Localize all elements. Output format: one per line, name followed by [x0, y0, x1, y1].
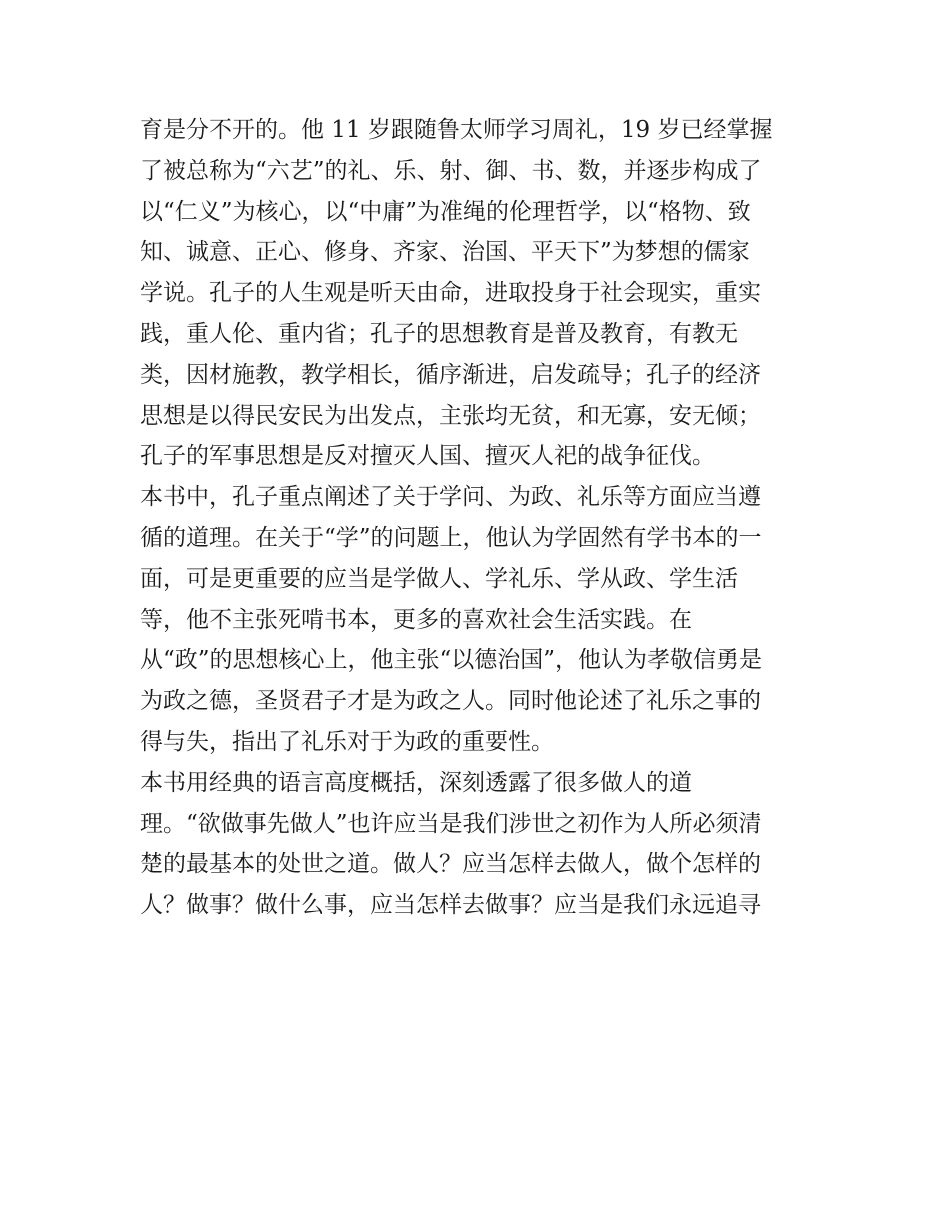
text-line: 以“仁义”为核心，以“中庸”为准绳的伦理哲学，以“格物、致	[140, 198, 751, 225]
text-line: 从“政”的思想核心上，他主张“以德治国”，他认为孝敬信勇是	[140, 647, 763, 674]
text-line: 思想是以得民安民为出发点，主张均无贫，和无寡，安无倾；	[140, 402, 761, 429]
text-line: 面，可是更重要的应当是学做人、学礼乐、学从政、学生活	[140, 565, 738, 592]
text-line: 知、诚意、正心、修身、齐家、治国、平天下”为梦想的儒家	[140, 239, 750, 266]
text-line: 为政之德，圣贤君子才是为政之人。同时他论述了礼乐之事的	[140, 688, 761, 715]
text-line: 孔子的军事思想是反对擅灭人国、擅灭人祀的战争征伐。	[140, 443, 715, 470]
text-line: 人？做事？做什么事，应当怎样去做事？应当是我们永远追寻	[140, 892, 761, 919]
text-line: 本书用经典的语言高度概括，深刻透露了很多做人的道	[140, 769, 692, 796]
text-line: 楚的最基本的处世之道。做人？应当怎样去做人，做个怎样的	[140, 851, 761, 878]
text-line: 理。“欲做事先做人”也许应当是我们涉世之初作为人所必须清	[140, 810, 762, 837]
text-line: 本书中，孔子重点阐述了关于学问、为政、礼乐等方面应当遵	[140, 484, 761, 511]
text-line: 育是分不开的。他 11 岁跟随鲁太师学习周礼，19 岁已经掌握	[140, 117, 773, 143]
text-line: 了被总称为“六艺”的礼、乐、射、御、书、数，并逐步构成了	[140, 157, 762, 184]
body-text	[140, 110, 830, 926]
text-line: 等，他不主张死啃书本，更多的喜欢社会生活实践。在	[140, 606, 692, 633]
text-line: 得与失，指出了礼乐对于为政的重要性。	[140, 728, 554, 755]
text-line: 循的道理。在关于“学”的问题上，他认为学固然有学书本的一	[140, 524, 762, 551]
text-line: 学说。孔子的人生观是听天由命，进取投身于社会现实，重实	[140, 280, 761, 307]
text-line: 践，重人伦、重内省；孔子的思想教育是普及教育，有教无	[140, 320, 738, 347]
text-line: 类，因材施教，教学相长，循序渐进，启发疏导；孔子的经济	[140, 361, 761, 388]
